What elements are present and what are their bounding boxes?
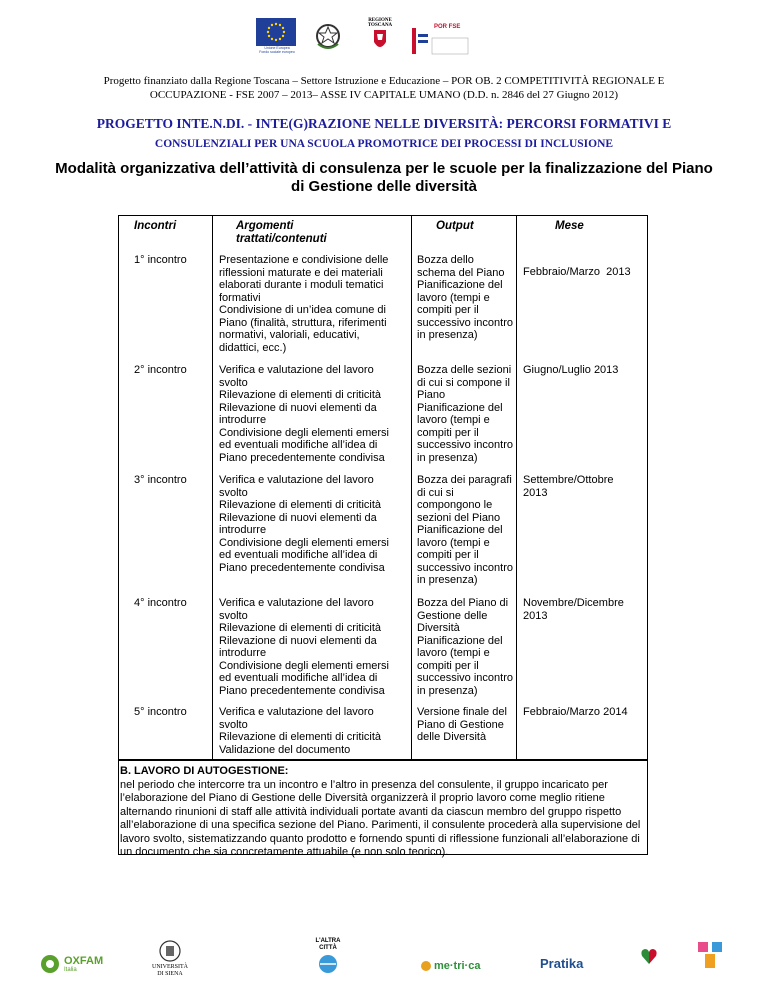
lavoro-autogestione-section <box>118 765 644 860</box>
table-col-divider <box>411 215 412 759</box>
table-cell-argomenti: Verifica e valutazione del lavoro svolto Rilevazione di elementi di criticità Validazione del documento <box>219 706 382 756</box>
por-fse-logo <box>410 24 472 58</box>
table-cell-output: Versione finale del Piano di Gestione delle Diversità <box>417 706 507 743</box>
partner-logo-right <box>694 938 728 978</box>
header-argomenti: Argomenti trattati/contenuti <box>236 220 327 245</box>
altra-citta-label: L'ALTRA CITTÀ <box>315 938 341 951</box>
table-col-divider <box>212 215 213 759</box>
italian-emblem-logo <box>314 22 342 52</box>
table-cell-incontro: 2° incontro <box>134 364 187 376</box>
table-cell-incontro: 1° incontro <box>134 254 187 266</box>
project-title-line-2: CONSULENZIALI PER UNA SCUOLA PROMOTRICE DEI PROCESSI DI INCLUSIONE <box>154 138 614 150</box>
pratika-label: Pratika <box>540 956 584 971</box>
eu-caption: Unione Europea Fondo sociale europeo <box>259 46 295 54</box>
siena-label: UNIVERSITÀ DI SIENA <box>152 964 188 977</box>
table-cell-output: Bozza dello schema del Piano Pianificazione del lavoro (tempi e compiti per il successivo incontro in presenza) <box>417 254 513 341</box>
pratika-logo <box>540 954 590 976</box>
table-cell-mese: Febbraio/Marzo 2014 <box>523 706 628 718</box>
funding-line-2: OCCUPAZIONE - FSE 2007 – 2013– ASSE IV CAPITALE UMANO (D.D. n. 2846 del 27 Giugno 2012) <box>149 89 619 101</box>
altra-citta-logo <box>308 938 348 982</box>
oxfam-logo <box>40 952 104 978</box>
funding-statement <box>40 74 728 102</box>
table-cell-incontro: 4° incontro <box>134 597 187 609</box>
page-title-line-1: Modalità organizzativa dell’attività di consulenza per le scuole per la finalizzazione del Piano <box>55 160 713 177</box>
metrica-logo <box>420 958 490 976</box>
table-cell-argomenti: Verifica e valutazione del lavoro svolto Rilevazione di elementi di criticità Rilevazione di nuovi elementi da introdurre Condivisione degli elementi emersi ed eventuali modifiche all’idea di Piano precedentemente condivisa <box>219 364 389 464</box>
table-cell-argomenti: Presentazione e condivisione delle riflessioni maturate e dei materiali elaborati durante i moduli tematici formativi Condivisione di un’idea comune di Piano (finalità, struttura, riferimenti normativi, valoriali, educativi, didattici, ecc.) <box>219 254 389 354</box>
header-output: Output <box>436 220 474 232</box>
table-cell-incontro: 5° incontro <box>134 706 187 718</box>
universita-siena-logo <box>150 940 190 986</box>
project-title-line-1: PROGETTO INTE.N.DI. - INTE(G)RAZIONE NELLE DIVERSITÀ: PERCORSI FORMATIVI E <box>96 116 672 131</box>
tricolor-heart-logo <box>640 946 658 966</box>
table-cell-argomenti: Verifica e valutazione del lavoro svolto Rilevazione di elementi di criticità Rilevazione di nuovi elementi da introdurre Condivisione degli elementi emersi ed eventuali modifiche all’idea di Piano precedentemente condivisa <box>219 597 389 697</box>
funding-line-1: Progetto finanziato dalla Regione Toscana – Settore Istruzione e Educazione – POR OB. 2 COMPETITIVITÀ REGIONALE E <box>103 75 665 87</box>
eu-flag-logo <box>256 18 296 46</box>
lavoro-text: nel periodo che intercorre tra un incontro e l’altro in presenza del consulente, il gruppo incaricato per l’elaborazione del Piano di Gestione delle Diversità organizzerà il proprio lavoro come meglio ritiene alternando rinunioni di staff alle attività individuali portate avanti da ciascun membro del gruppo rispetto all’elaborazione di una specifica sezione del Piano. Parimenti, il consulente procederà alla supervisione del lavoro svolto, sistematizzando quanto prodotto e fornendo spunti di riflessione funzionali all’elaborazione di un documento che sia concretamente attuabile (e non solo teorico). <box>120 778 641 858</box>
oxfam-sub-label: Italia <box>64 967 77 973</box>
table-cell-mese: Novembre/Dicembre 2013 <box>523 597 624 622</box>
por-fse-label: POR FSE <box>434 24 461 30</box>
header-incontri: Incontri <box>134 220 177 232</box>
page-title-line-2: di Gestione delle diversità <box>291 178 477 195</box>
table-cell-output: Bozza delle sezioni di cui si compone il Piano Pianificazione del lavoro (tempi e compiti per il successivo incontro in presenza) <box>417 364 513 464</box>
project-title <box>40 114 728 154</box>
table-cell-output: Bozza dei paragrafi di cui si compongono le sezioni del Piano Pianificazione del lavoro (tempi e compiti per il successivo incontro in presenza) <box>417 474 513 586</box>
table-col-divider <box>516 215 517 759</box>
table-cell-mese: Giugno/Luglio 2013 <box>523 364 619 376</box>
header-mese: Mese <box>555 220 584 232</box>
page-title <box>30 160 738 196</box>
table-cell-incontro: 3° incontro <box>134 474 187 486</box>
table-cell-argomenti: Verifica e valutazione del lavoro svolto Rilevazione di elementi di criticità Rilevazione di nuovi elementi da introdurre Condivisione degli elementi emersi ed eventuali modifiche all’idea di Piano precedentemente condivisa <box>219 474 389 574</box>
table-cell-mese: Febbraio/Marzo 2013 <box>523 266 631 278</box>
table-cell-mese: Settembre/Ottobre 2013 <box>523 474 614 499</box>
regione-toscana-label: REGIONE TOSCANA <box>367 18 393 28</box>
table-cell-output: Bozza del Piano di Gestione delle Diversità Pianificazione del lavoro (tempi e compiti per il successivo incontro in presenza) <box>417 597 513 697</box>
oxfam-label: OXFAM <box>64 955 104 967</box>
metrica-label: me·tri·ca <box>434 960 481 972</box>
regione-toscana-logo <box>360 18 400 58</box>
lavoro-heading: B. LAVORO DI AUTOGESTIONE: <box>120 765 289 777</box>
